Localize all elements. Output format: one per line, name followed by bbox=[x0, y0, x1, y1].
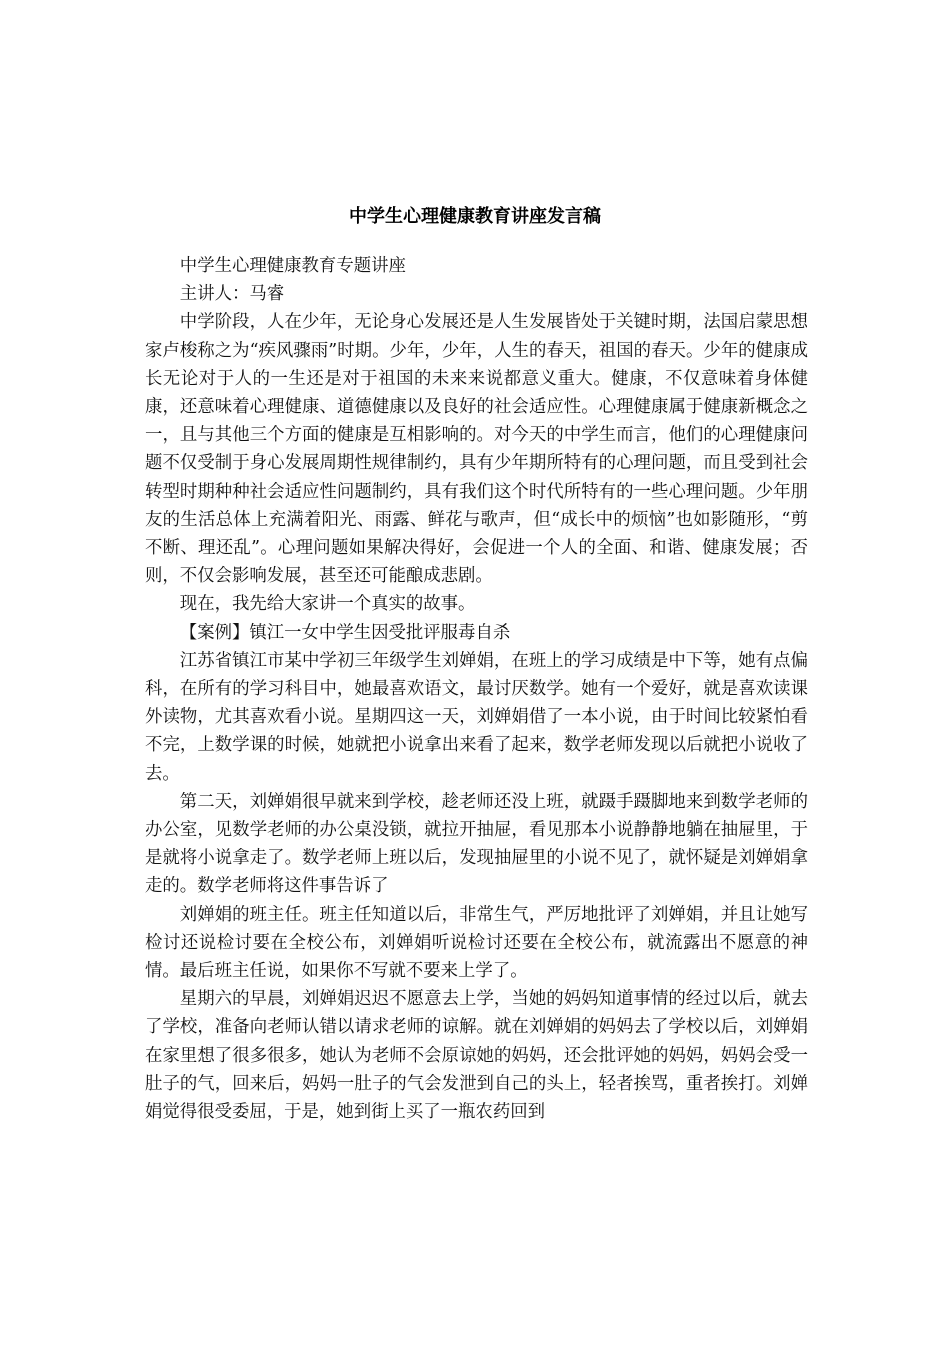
body-paragraph: 江苏省镇江市某中学初三年级学生刘婵娟，在班上的学习成绩是中下等，她有点偏科，在所有的学习科目中，她最喜欢语文，最讨厌数学。她有一个爱好，就是喜欢读课外读物，尤其喜欢看小说。星期四这一天，刘婵娟借了一本小说，由于时间比较紧怕看不完，上数学课的时候，她就把小说拿出来看了起来，数学老师发现以后就把小说收了去。 bbox=[145, 650, 808, 784]
body-paragraph: 中学阶段，人在少年，无论身心发展还是人生发展皆处于关键时期，法国启蒙思想家卢梭称之为“疾风骤雨”时期。少年，少年，人生的春天，祖国的春天。少年的健康成长无论对于人的一生还是对于祖国的未来来说都意义重大。健康，不仅意味着身体健康，还意味着心理健康、道德健康以及良好的社会适应性。心理健康属于健康新概念之一，且与其他三个方面的健康是互相影响的。对今天的中学生而言，他们的心理健康问题不仅受制于身心发展周期性规律制约，具有少年期所特有的心理问题，而且受到社会转型时期种种社会适应性问题制约，具有我们这个时代所特有的一些心理问题。少年朋友的生活总体上充满着阳光、雨露、鲜花与歌声，但“成长中的烦恼”也如影随形，“剪不断、理还乱”。心理问题如果解决得好，会促进一个人的全面、和谐、健康发展；否则，不仅会影响发展，甚至还可能酿成悲剧。 bbox=[145, 312, 808, 587]
case-heading: 【案例】镇江一女中学生因受批评服毒自杀 bbox=[179, 622, 511, 643]
document-title: 中学生心理健康教育讲座发言稿 bbox=[349, 206, 601, 227]
body-paragraph: 现在，我先给大家讲一个真实的故事。 bbox=[179, 594, 476, 615]
body-paragraph: 刘婵娟的班主任。班主任知道以后，非常生气，严厉地批评了刘婵娟，并且让她写检讨还说检讨要在全校公布，刘婵娟听说检讨还要在全校公布，就流露出不愿意的神情。最后班主任说，如果你不写就不要来上学了。 bbox=[145, 904, 808, 982]
lecture-subtitle: 中学生心理健康教育专题讲座 bbox=[179, 256, 406, 276]
document-body bbox=[145, 252, 808, 1126]
body-paragraph: 第二天，刘婵娟很早就来到学校，趁老师还没上班，就蹑手蹑脚地来到数学老师的办公室，见数学老师的办公桌没锁，就拉开抽屉，看见那本小说静静地躺在抽屉里，于是就将小说拿走了。数学老师上班以后，发现抽屉里的小说不见了，就怀疑是刘婵娟拿走的。数学老师将这件事告诉了 bbox=[145, 791, 808, 897]
body-paragraph: 星期六的早晨，刘婵娟迟迟不愿意去上学，当她的妈妈知道事情的经过以后，就去了学校，准备向老师认错以请求老师的谅解。就在刘婵娟的妈妈去了学校以后，刘婵娟在家里想了很多很多，她认为老师不会原谅她的妈妈，还会批评她的妈妈，妈妈会受一肚子的气，回来后，妈妈一肚子的气会发泄到自己的头上，轻者挨骂，重者挨打。刘婵娟觉得很受委屈，于是，她到街上买了一瓶农药回到 bbox=[145, 989, 808, 1123]
speaker-line: 主讲人：马睿 bbox=[179, 284, 285, 305]
